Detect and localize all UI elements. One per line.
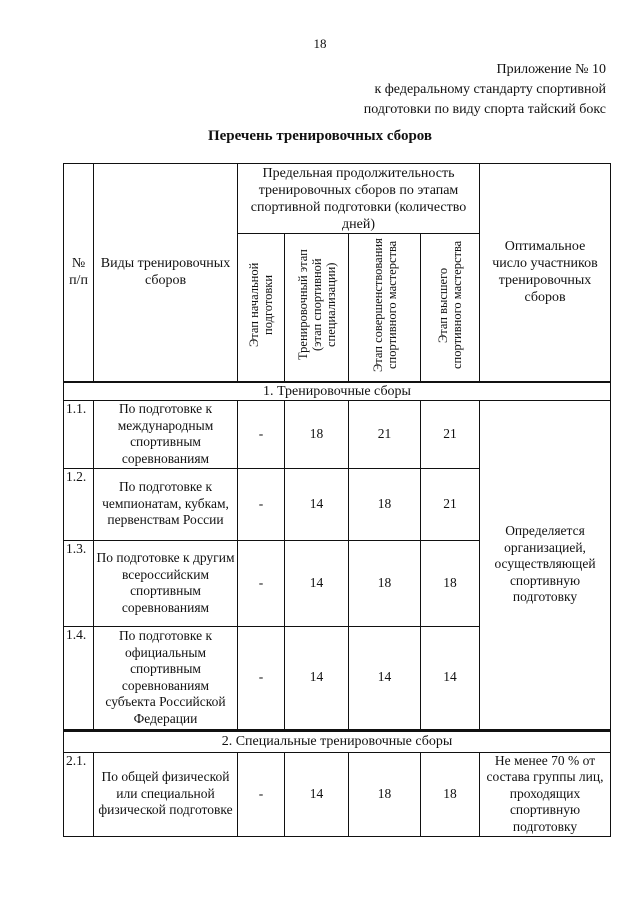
section-row-1 (64, 382, 611, 401)
table-row (64, 400, 611, 468)
row-higher: 21 (421, 400, 480, 468)
row-higher: 18 (421, 752, 480, 836)
row-improvement: 18 (349, 540, 421, 626)
row-training: 14 (285, 468, 349, 540)
table-row (64, 752, 611, 836)
row-initial: - (238, 626, 285, 730)
row-name: По подготовке к официальным спортивным соревнованиям субъекта Российской Федерации (94, 626, 238, 730)
header-stage-improvement: Этап совершенствования спортивного мастерства (370, 238, 399, 372)
document-title: Перечень тренировочных сборов (207, 128, 433, 144)
row-initial: - (238, 540, 285, 626)
header-duration: Предельная продолжительность тренировочных сборов по этапам спортивной подготовки (количество дней) (238, 164, 480, 234)
header-kinds: Виды тренировочных сборов (94, 164, 238, 382)
appendix-header (364, 60, 606, 120)
row-number: 1.3. (64, 540, 94, 626)
header-stage-initial-cell (238, 234, 285, 382)
row-number: 1.1. (64, 400, 94, 468)
header-number: № п/п (64, 164, 94, 382)
row-optimal: Не менее 70 % от состава группы лиц, проходящих спортивную подготовку (480, 752, 611, 836)
header-stage-higher-cell (421, 234, 480, 382)
row-training: 14 (285, 626, 349, 730)
header-stage-training-cell (285, 234, 349, 382)
row-name: По подготовке к чемпионатам, кубкам, первенствам России (94, 468, 238, 540)
row-name: По подготовке к международным спортивным соревнованиям (94, 400, 238, 468)
row-number: 1.4. (64, 626, 94, 730)
appendix-line-1: Приложение № 10 (496, 62, 606, 77)
page-number: 18 (313, 36, 327, 51)
row-higher: 14 (421, 626, 480, 730)
row-training: 14 (285, 752, 349, 836)
row-initial: - (238, 752, 285, 836)
header-stage-improvement-cell (349, 234, 421, 382)
row-initial: - (238, 400, 285, 468)
row-improvement: 18 (349, 468, 421, 540)
header-stage-training: Тренировочный этап (этап спортивной специализации) (295, 249, 338, 361)
row-number: 1.2. (64, 468, 94, 540)
row-training: 18 (285, 400, 349, 468)
row-initial: - (238, 468, 285, 540)
row-training: 14 (285, 540, 349, 626)
header-stage-initial: Этап начальной подготовки (247, 262, 275, 348)
row-name: По общей физической или специальной физической подготовке (94, 752, 238, 836)
header-row-1 (64, 164, 611, 234)
row-optimal-merged: Определяется организацией, осуществляющей спортивную подготовку (480, 400, 611, 730)
row-improvement: 14 (349, 626, 421, 730)
row-number: 2.1. (64, 752, 94, 836)
header-optimal: Оптимальное число участников тренировочных сборов (480, 164, 611, 382)
row-higher: 21 (421, 468, 480, 540)
row-higher: 18 (421, 540, 480, 626)
row-name: По подготовке к другим всероссийским спортивным соревнованиям (94, 540, 238, 626)
section-row-2 (64, 730, 611, 752)
training-camps-table (63, 163, 611, 837)
header-stage-higher: Этап высшего спортивного мастерства (436, 240, 464, 370)
section-title-1: 1. Тренировочные сборы (64, 382, 611, 401)
appendix-line-3: подготовки по виду спорта тайский бокс (363, 102, 606, 117)
row-improvement: 18 (349, 752, 421, 836)
appendix-line-2: к федеральному стандарту спортивной (374, 82, 606, 97)
row-improvement: 21 (349, 400, 421, 468)
section-title-2: 2. Специальные тренировочные сборы (64, 730, 611, 752)
